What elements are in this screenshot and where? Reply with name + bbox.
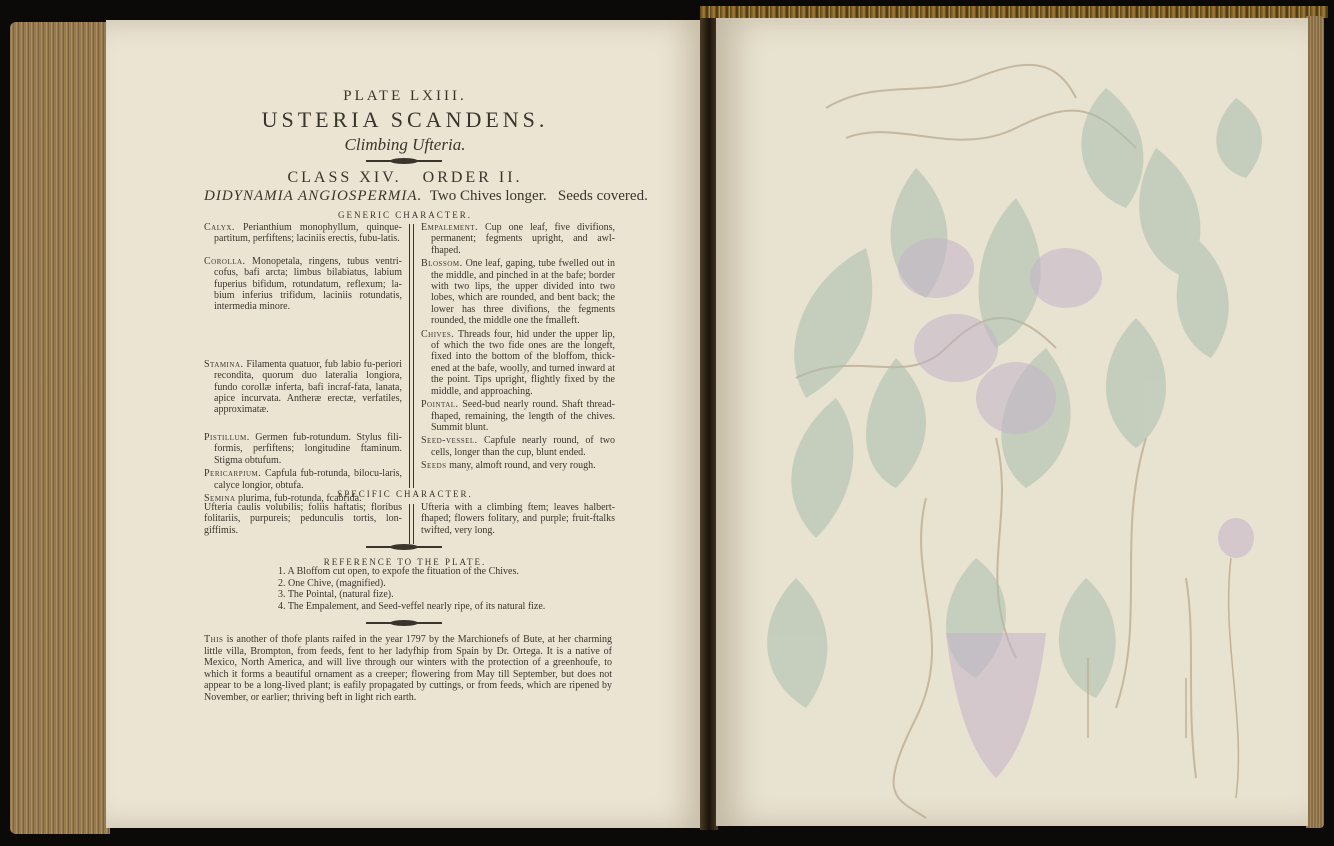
specific-heading: SPECIFIC CHARACTER. [337,489,473,499]
english-generic-column [421,222,615,483]
english-seed-vessel: Seed-vessel. Capfule nearly round, of two cells, longer than the cup, blunt ended. [421,435,615,458]
latin-pistillum: Pistillum. Germen fub-rotundum. Stylus fili-formis, perfiftens; longitudine ftaminum. Stigma obtufum. [204,431,402,466]
paragraph-text: is another of thofe plants raifed in the year 1797 by the Marchionefs of Bute, at her charming little villa, Brompton, from feeds, fent to her ladyfhip from Spain by Dr. Ortega. It is a native of Mexico, North America, and will live through our winters with the protection of a greenhoufe, to which it forms a beautiful ornament as a creeper; flowering from May till September, but does not appear to be a long-lived plant; is eafily propagated by cuttings, or from feeds, which are ripened by November, or earlier; thriving beft in light rich earth. [204,634,613,703]
description-paragraph [204,634,612,704]
latin-stamina: Stamina. Filamenta quatuor, fub labio fu-periori recondita, quorum duo lateralia longiora, fundo corollæ inferta, bafi incraf-fata, lanata, apice incurvata. Antheræ erectæ, verfatiles, approximatæ. [204,358,402,416]
reference-list [278,566,545,612]
generic-heading: GENERIC CHARACTER. [337,210,472,220]
english-empalement: Empalement. Cup one leaf, five divifions, permanent; fegments upright, and awl-fhaped. [421,222,615,256]
latin-calyx: Calyx. Perianthium monophyllum, quinque-partitum, perfiftens; laciniis erectis, fubu-latis. [204,222,403,245]
column-divider [409,224,410,488]
paragraph-lead: This [204,634,224,645]
didynamia-label: DIDYNAMIA ANGIOSPERMIA. [204,188,423,204]
ornamental-rule [366,160,442,162]
english-seeds: Seeds many, almoft round, and very rough. [421,460,596,472]
specific-divider [409,504,410,544]
latin-semina: Semina plurima, fub-rotunda, fcabrida. [204,492,362,504]
english-pointal: Pointal. Seed-bud nearly round. Shaft thread-fhaped, remaining, the length of the chives. Summit blunt. [421,399,615,433]
column-divider-double [413,224,414,488]
specific-divider-double [413,504,414,544]
plate-number: PLATE LXIII. [343,88,467,104]
english-blossom: Blossom. One leaf, gaping, tube fwelled out in the middle, and pinched in at the bafe; border with two lips, the upper divided into two lobes, which are rounded, and bent back; the lower has three divifions, the fegments rounded, the middle one the fmalleft. [421,258,616,327]
didynamia-line [204,188,648,205]
didynamia-description: Two Chives longer. Seeds covered. [429,188,648,204]
botanical-illustration [716,18,1308,826]
latin-specific: Ufteria caulis volubilis; foliis haftatis; floribus folitariis, purpureis; pedunculis tortis, lon-giffimis. [204,502,402,536]
ornamental-rule-3 [366,622,442,624]
latin-corolla: Corolla. Monopetala, ringens, tubus ventri-cofus, bafi arcta; limbus bilabiatus, labium fuperius bifidum, rotundatum, reflexum; la-bium inferius trifidum, laciniis rotundatis, intermedia minore. [204,255,403,313]
reference-item: 2. One Chive, (magnified). [278,577,386,589]
ornamental-rule-2 [366,546,442,548]
page-edges-right [1306,16,1324,828]
reference-item: 1. A Bloffom cut open, to expofe the fituation of the Chives. [278,566,519,577]
plate-subtitle: Climbing Ufteria. [344,135,466,154]
right-page-plate [716,18,1308,826]
class-order-line: CLASS XIV. ORDER II. [287,169,523,186]
latin-pericarpium: Pericarpium. Capfula fub-rotunda, bilocu-laris, calyce longior, obtufa. [204,468,403,491]
reference-item: 4. The Empalement, and Seed-veffel nearly ripe, of its natural fize. [278,600,546,612]
page-edges-left [10,22,110,834]
english-specific: Ufteria with a climbing ftem; leaves halbert-fhaped; flowers folitary, and purple; fruit-ftalks twifted, very long. [421,502,615,536]
english-chives: Chives. Threads four, hid under the upper lip, of which the two fide ones are the longeft, fixed into the bottom of the bloffom, thick-ened at the bafe, woolly, and turned inward at the point. Tips upright, flightly fixed by the middle, and approaching. [421,328,615,397]
reference-item: 3. The Pointal, (natural fize). [278,589,394,600]
latin-generic-column [204,222,402,515]
reference-heading: REFERENCE TO THE PLATE. [323,557,487,567]
gilt-cover-edge [700,6,1328,18]
plate-title: USTERIA SCANDENS. [261,107,549,132]
